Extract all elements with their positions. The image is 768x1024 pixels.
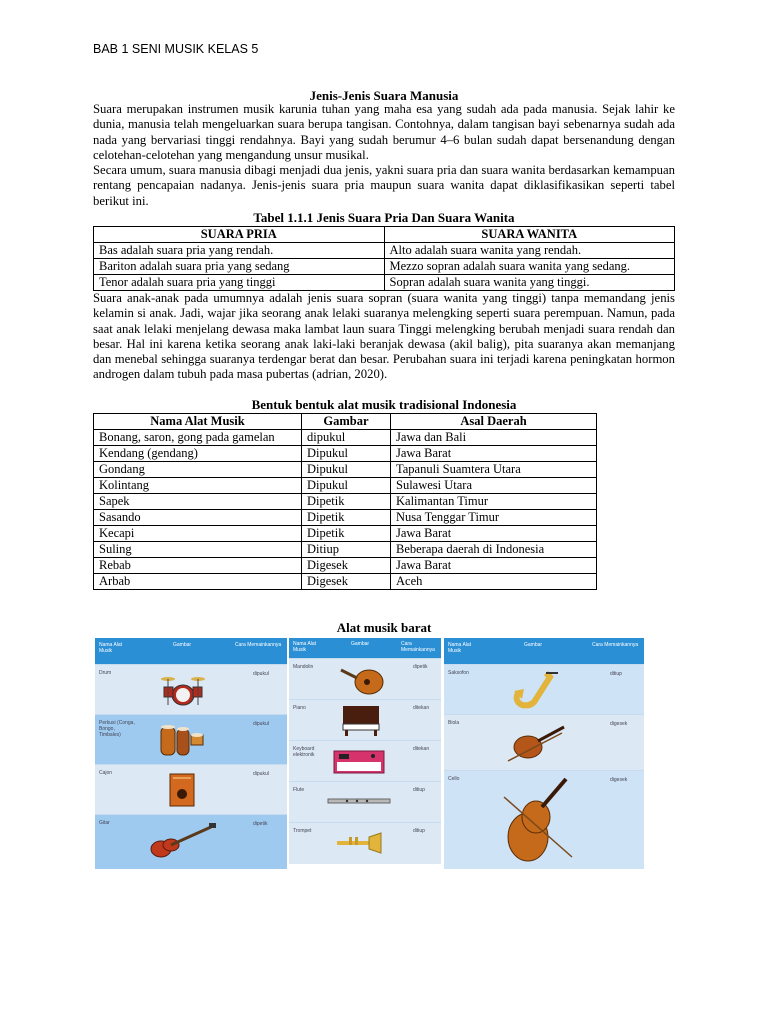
table2-header-name: Nama Alat Musik — [94, 414, 302, 430]
piano-icon — [341, 704, 381, 738]
table-cell: Arbab — [94, 574, 302, 590]
table-cell: Mezzo sopran adalah suara wanita yang sedang. — [384, 259, 675, 275]
list-item — [289, 658, 441, 700]
table-row — [94, 558, 597, 574]
table-cell: Suling — [94, 542, 302, 558]
table-cell: Tapanuli Suamtera Utara — [391, 462, 597, 478]
table2-header-origin: Asal Daerah — [391, 414, 597, 430]
table-cell: Nusa Tenggar Timur — [391, 510, 597, 526]
table-row — [94, 574, 597, 590]
table-cell: Sulawesi Utara — [391, 478, 597, 494]
table2-header-image: Gambar — [302, 414, 391, 430]
table1-header-male: SUARA PRIA — [94, 227, 385, 243]
drum-kit-icon — [160, 673, 206, 707]
instrument-method: dipukul — [253, 721, 269, 727]
instrument-panel-1 — [95, 638, 287, 868]
list-item — [95, 764, 287, 815]
table-cell: Jawa Barat — [391, 526, 597, 542]
list-item — [289, 822, 441, 865]
voice-types-table — [93, 226, 675, 291]
instrument-name: Drum — [99, 670, 112, 676]
panel-header-name: Nama Alat Musik — [448, 642, 472, 654]
instrument-panel-2 — [289, 638, 441, 864]
instrument-name: Biola — [448, 720, 460, 726]
instrument-method: ditiup — [413, 828, 425, 834]
instrument-name: Mandolin — [293, 664, 314, 670]
panel-header-method: Cara Memainkannya — [401, 641, 435, 653]
table-cell: Kalimantan Timur — [391, 494, 597, 510]
table-cell: Beberapa daerah di Indonesia — [391, 542, 597, 558]
instrument-method: dipetik — [253, 821, 268, 827]
instrument-name: Perkusi (Conga, Bongo, Timbales) — [99, 720, 135, 738]
instrument-name: Cello — [448, 776, 460, 782]
table-cell: Dipukul — [302, 462, 391, 478]
section-title: Jenis-Jenis Suara Manusia — [309, 88, 459, 103]
instrument-method: digesek — [610, 721, 628, 727]
table-cell: Digesek — [302, 574, 391, 590]
cajon-icon — [167, 772, 197, 808]
list-item — [95, 664, 287, 715]
instrument-method: ditekan — [413, 705, 430, 711]
table1-header-female: SUARA WANITA — [384, 227, 675, 243]
list-item — [289, 699, 441, 741]
saxophone-icon — [506, 671, 566, 711]
table-row — [94, 526, 597, 542]
panel-header-image: Gambar — [524, 642, 543, 648]
instrument-name: Saksofon — [448, 670, 469, 676]
table-cell: Dipetik — [302, 494, 391, 510]
list-item — [95, 714, 287, 765]
table-cell: Dipetik — [302, 526, 391, 542]
instrument-method: ditiup — [610, 671, 622, 677]
panel-header-image: Gambar — [351, 641, 370, 647]
table-cell: Sapek — [94, 494, 302, 510]
table-cell: Dipukul — [302, 446, 391, 462]
table-cell: Dipukul — [302, 478, 391, 494]
keyboard-icon — [333, 749, 385, 775]
table-cell: Alto adalah suara wanita yang rendah. — [384, 243, 675, 259]
table-row — [94, 542, 597, 558]
intro-paragraph: Suara merupakan instrumen musik karunia tuhan yang maha esa yang sudah ada pada manusia. Sejak lahir ke dunia, manusia telah mengeluarkan suara berupa tangisan. Contohnya, dalam tangisan bayi sebenarnya sudah ada nada yang bervariasi tinggi rendahnya. Bayi yang sudah berumur 4–6 bulan sudah dapat bersenandung dengan celotehan-celotehan yang mengandung unsur musikal. — [93, 102, 675, 162]
instrument-method: digesek — [610, 777, 628, 783]
list-item — [444, 770, 644, 869]
conga-icon — [157, 723, 207, 757]
table2-title: Bentuk bentuk alat musik tradisional Indonesia — [251, 397, 517, 412]
table-row — [94, 510, 597, 526]
table-row — [94, 494, 597, 510]
instrument-method: ditekan — [413, 746, 430, 752]
list-item — [95, 814, 287, 869]
table1-title: Tabel 1.1.1 Jenis Suara Pria Dan Suara Wanita — [253, 210, 515, 225]
table-cell: Ditiup — [302, 542, 391, 558]
panel-header-method: Cara Memainkannya — [592, 642, 639, 648]
table-row — [94, 462, 597, 478]
violin-icon — [504, 721, 570, 765]
instrument-name: Gitar — [99, 820, 110, 826]
table-cell: dipukul — [302, 430, 391, 446]
table-row — [94, 275, 675, 291]
table-cell: Bas adalah suara pria yang rendah. — [94, 243, 385, 259]
instrument-panel-3 — [444, 638, 644, 868]
western-title: Alat musik barat — [336, 620, 432, 635]
instrument-name: Cajon — [99, 770, 113, 776]
table-cell: Aceh — [391, 574, 597, 590]
list-item — [444, 664, 644, 715]
table-cell: Gondang — [94, 462, 302, 478]
instrument-name: Keyboard elektronik — [293, 746, 315, 758]
document-header: BAB 1 SENI MUSIK KELAS 5 — [93, 42, 259, 56]
instrument-method: dipukul — [253, 671, 269, 677]
panel-header-name: Nama Alat Musik — [293, 641, 317, 653]
panel-header-image: Gambar — [173, 642, 192, 648]
table-cell: Jawa Barat — [391, 558, 597, 574]
table-cell: Bariton adalah suara pria yang sedang — [94, 259, 385, 275]
flute-icon — [327, 796, 391, 806]
table-cell: Sasando — [94, 510, 302, 526]
table-row — [94, 243, 675, 259]
list-item — [289, 740, 441, 782]
table-cell: Kecapi — [94, 526, 302, 542]
instrument-method: dipetik — [413, 664, 428, 670]
instrument-name: Flute — [293, 787, 305, 793]
instrument-name: Piano — [293, 705, 306, 711]
instrument-method: ditiup — [413, 787, 425, 793]
table-cell: Jawa dan Bali — [391, 430, 597, 446]
panel-header-name: Nama Alat Musik — [99, 642, 123, 654]
cello-icon — [498, 777, 578, 867]
table-cell: Tenor adalah suara pria yang tinggi — [94, 275, 385, 291]
list-item — [289, 781, 441, 823]
third-paragraph: Suara anak-anak pada umumnya adalah jenis suara sopran (suara wanita yang tinggi) tanpa memandang jenis kelamin si anak. Jadi, wajar jika seorang anak lelaki suaranya melengking seperti suara perempuan. Namun, pada saat anak lelaki menjelang dewasa maka lambat laun suara Tinggi melengking berubah menjadi suara rendah dan besar. Hal ini karena ketika seorang anak laki-laki beranjak dewasa (akil balig), pita suaranya akan memanjang dan menebal sehingga suaranya terdengar berat dan besar. Perubahan suara ini terjadi karena peningkatan hormon androgen dalam tubuh pada masa pubertas (adrian, 2020). — [93, 291, 675, 382]
table-row — [94, 478, 597, 494]
mandolin-icon — [339, 664, 389, 696]
table-cell: Digesek — [302, 558, 391, 574]
instrument-method: dipukul — [253, 771, 269, 777]
table-cell: Jawa Barat — [391, 446, 597, 462]
trumpet-icon — [335, 831, 385, 857]
traditional-instruments-table — [93, 413, 597, 590]
table-cell: Sopran adalah suara wanita yang tinggi. — [384, 275, 675, 291]
table-cell: Kolintang — [94, 478, 302, 494]
table-row — [94, 446, 597, 462]
table-cell: Kendang (gendang) — [94, 446, 302, 462]
second-paragraph: Secara umum, suara manusia dibagi menjadi dua jenis, yakni suara pria dan suara wanita berdasarkan kemampuan rentang pencapaian nadanya. Jenis-jenis suara pria maupun suara wanita dapat diklasifikasikan seperti tabel berikut ini. — [93, 163, 675, 208]
table-cell: Dipetik — [302, 510, 391, 526]
guitar-icon — [147, 821, 219, 861]
table-row — [94, 430, 597, 446]
table-row — [94, 259, 675, 275]
table-cell: Bonang, saron, gong pada gamelan — [94, 430, 302, 446]
instrument-name: Trompet — [293, 828, 312, 834]
table-cell: Rebab — [94, 558, 302, 574]
list-item — [444, 714, 644, 771]
panel-header-method: Cara Memainkannya — [235, 642, 282, 648]
